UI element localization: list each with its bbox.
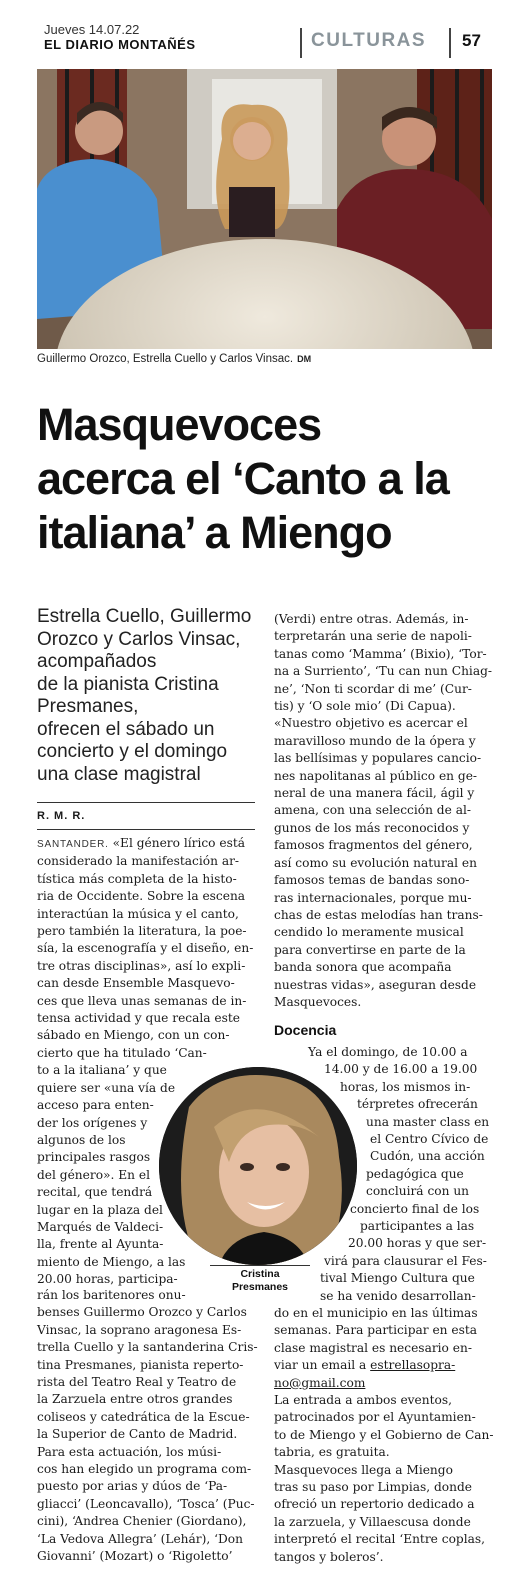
body-line: clase magistral es necesario en- [274, 1340, 472, 1355]
body-line: neral de una manera fácil, ágil y [274, 786, 475, 801]
byline-rule [37, 829, 255, 830]
body-column-2-bottom [274, 1305, 494, 1566]
body-line [274, 1357, 494, 1374]
body-line: tina Presmanes, pianista reperto- [37, 1357, 244, 1372]
body-column-1-bottom [37, 1287, 258, 1566]
headline-line: acerca el ‘Canto a la [37, 453, 449, 504]
body-line: na a Surriento’, ‘Tu can nun Chiag- [274, 664, 493, 679]
body-line: La entrada a ambos eventos, [274, 1393, 452, 1408]
body-line: cos han elegido un programa com- [37, 1462, 252, 1477]
body-line: ne’, ‘Non ti scordar di me’ (Cur- [274, 681, 472, 696]
body-line: Marqués de Valdeci- [37, 1219, 164, 1234]
body-line: miento de Miengo, a las [37, 1254, 186, 1269]
body-line: pero también la literatura, la poe- [37, 924, 247, 939]
body-column-2-top [274, 611, 492, 1011]
body-line: acceso para enten- [37, 1098, 154, 1113]
deck-line: Estrella Cuello, Guillermo [37, 606, 252, 627]
body-line: sábado en Miengo, con un con- [37, 1028, 230, 1043]
body-line: ras internacionales, porque mu- [274, 890, 472, 905]
body-line: interpretó el recital ‘Entre coplas, [274, 1532, 486, 1547]
body-line: para convertirse en parte de la [274, 942, 466, 957]
body-line: cini), ‘Andrea Chenier (Giordano), [37, 1514, 247, 1529]
deck-line: una clase magistral [37, 763, 201, 785]
body-line: horas, los mismos in- [340, 1079, 471, 1094]
body-line: cendido lo meramente musical [274, 925, 464, 940]
body-line: ofreció un repertorio dedicado a [274, 1497, 475, 1512]
portrait-photo [159, 1067, 357, 1265]
deck-line: acompañados [37, 651, 157, 672]
body-line: algunos de los [37, 1132, 126, 1147]
body-line: chas de estas melodías han trans- [274, 907, 483, 922]
headline-line: Masquevoces [37, 399, 322, 450]
body-line: tensa actividad y que recala este [37, 1011, 241, 1026]
portrait-caption-rule [210, 1265, 310, 1266]
body-line: Masquevoces. [274, 994, 362, 1009]
body-line: principales rasgos [37, 1150, 151, 1165]
deck-line: Presmanes, [37, 696, 139, 717]
body-line: to de Miengo y el Gobierno de Can- [274, 1427, 494, 1442]
body-line: térpretes ofrecerán [357, 1097, 478, 1112]
main-photo [37, 69, 492, 349]
body-line: tanas como ‘Mamma’ (Bixio), ‘Tor- [274, 646, 487, 661]
body-line: coliseos y catedrática de la Escue- [37, 1409, 250, 1424]
body-line: famosos fragmentos del género, [274, 838, 473, 853]
photo-credit: DM [297, 354, 312, 364]
body-line: participantes a las [360, 1219, 475, 1234]
deck-line: de la pianista Cristina [37, 673, 219, 695]
photo-caption [37, 353, 311, 365]
body-line: 14.00 y de 16.00 a 19.00 [324, 1062, 478, 1077]
body-line: trella Cuello y la santanderina Cris- [37, 1340, 258, 1355]
body-line: ria de Occidente. Sobre la escena [37, 889, 246, 904]
page-number: 57 [462, 31, 481, 50]
body-line: tras su paso por Limpias, donde [274, 1480, 472, 1495]
deck-line: concierto y el domingo [37, 741, 228, 762]
body-line: considerado la manifestación ar- [37, 854, 240, 869]
body-line: (Verdi) entre otras. Además, in- [274, 612, 469, 626]
body-line: amena, con una selección de al- [274, 803, 471, 818]
body-line: gliacci’ (Leoncavallo), ‘Tosca’ (Puc- [37, 1496, 255, 1511]
body-line: cierto que ha titulado ‘Can- [37, 1045, 207, 1060]
body-line: el Centro Cívico de [370, 1132, 489, 1147]
body-line: tangos y boleros’. [274, 1549, 384, 1564]
body-line: tabria, es gratuita. [274, 1445, 390, 1460]
portrait-caption [200, 1268, 320, 1294]
byline-rule [37, 802, 255, 803]
body-line: tre otras disciplinas», así lo expli- [37, 958, 246, 973]
email-link[interactable]: no@gmail.com [274, 1375, 366, 1390]
section-subhead: Docencia [274, 1022, 337, 1038]
body-line: der los orígenes y [37, 1115, 148, 1130]
body-line: Giovanni’ (Mozart) o ‘Rigoletto’ [37, 1549, 233, 1564]
body-line: así como su evolución natural en [274, 855, 477, 870]
byline: R. M. R. [37, 810, 86, 822]
newspaper-name: EL DIARIO MONTAÑÉS [44, 37, 196, 52]
body-line: 20.00 horas y que ser- [348, 1236, 487, 1251]
body-line: tis) y ‘O sole mio’ (Di Capua). [274, 699, 456, 714]
performers-photo-illustration [37, 69, 492, 349]
body-line: tival Miengo Cultura que [320, 1271, 475, 1286]
body-text: «El género lírico está [108, 836, 246, 850]
body-line: nuestras vidas», aseguran desde [274, 977, 477, 992]
body-line: se ha venido desarrollan- [320, 1288, 476, 1303]
body-line: lugar en la plaza del [37, 1202, 163, 1217]
body-line: del género». En el [37, 1167, 150, 1182]
body-line: ces que lleva unas semanas de in- [37, 993, 247, 1008]
portrait-caption-line: Cristina [240, 1268, 280, 1280]
body-line: rista del Teatro Real y Teatro de [37, 1375, 237, 1390]
body-line: la zarzuela, y Villaescusa donde [274, 1514, 471, 1529]
header-divider [300, 28, 302, 58]
body-line: 20.00 horas, participa- [37, 1272, 178, 1287]
body-line: tística más completa de la histo- [37, 871, 237, 886]
body-line: famosos temas de bandas sono- [274, 873, 470, 888]
pianist-portrait-illustration [159, 1067, 357, 1265]
issue-date: Jueves 14.07.22 [44, 22, 140, 37]
body-line: lla, frente al Ayunta- [37, 1237, 164, 1252]
body-line: rán los baritenores onu- [37, 1288, 186, 1302]
page-header [0, 0, 513, 62]
body-line: la Zarzuela entre otros grandes [37, 1392, 233, 1407]
body-line: Cudón, una acción [370, 1149, 485, 1164]
body-line: do en el municipio en las últimas [274, 1306, 478, 1320]
deck-line: Orozco y Carlos Vinsac, [37, 628, 241, 650]
dateline: SANTANDER. [37, 839, 109, 850]
body-line: terpretarán una serie de napoli- [274, 629, 472, 644]
body-line: «Nuestro objetivo es acercar el [274, 716, 468, 731]
body-line: semanas. Para participar en esta [274, 1323, 478, 1338]
body-line: maravilloso mundo de la ópera y [274, 733, 476, 748]
headline [37, 398, 497, 560]
body-line: pedagógica que [366, 1166, 464, 1181]
body-line: la Superior de Canto de Madrid. [37, 1427, 238, 1442]
body-line: concluirá con un [366, 1184, 470, 1199]
deck-subtitle [37, 606, 259, 786]
body-line: virá para clausurar el Fes- [324, 1253, 487, 1268]
body-line: can desde Ensemble Masquevo- [37, 976, 235, 991]
caption-text: Guillermo Orozco, Estrella Cuello y Carlos Vinsac. [37, 353, 294, 365]
body-line: sía, la escenografía y el diseño, en- [37, 941, 254, 956]
body-line: gunos de los más reconocidos y [274, 820, 470, 835]
body-line: Vinsac, la soprano aragonesa Es- [37, 1322, 242, 1337]
body-line: recital, que tendrá [37, 1185, 153, 1200]
body-line: Masquevoces llega a Miengo [274, 1462, 453, 1477]
body-line: Ya el domingo, de 10.00 a [308, 1045, 468, 1059]
body-line: puesto por arias y dúos de ‘Pa- [37, 1479, 228, 1494]
portrait-caption-line: Presmanes [231, 1281, 289, 1293]
body-line: una master class en [366, 1114, 490, 1129]
body-line [274, 1375, 494, 1392]
email-link[interactable]: estrellasopra- [370, 1358, 456, 1373]
body-line: ‘La Vedova Allegra’ (Lehár), ‘Don [37, 1531, 243, 1546]
header-divider [449, 28, 451, 58]
body-text: viar un email a [274, 1358, 371, 1373]
headline-line: italiana’ a Miengo [37, 507, 392, 558]
section-name: CULTURAS [311, 30, 427, 51]
body-line [37, 835, 253, 853]
body-line: quiere ser «una vía de [37, 1080, 176, 1095]
body-line: benses Guillermo Orozco y Carlos [37, 1305, 247, 1320]
body-line: concierto final de los [350, 1201, 480, 1216]
body-line: nes napolitanas al público en ge- [274, 768, 478, 783]
body-line: patrocinados por el Ayuntamien- [274, 1410, 476, 1425]
body-line: interactúan la música y el canto, [37, 906, 239, 921]
body-line: to a la italiana’ y que [37, 1063, 167, 1078]
body-line: las bellísimas y populares cancio- [274, 751, 482, 766]
body-line: Para esta actuación, los músi- [37, 1444, 222, 1459]
body-line: banda sonora que acompaña [274, 960, 452, 975]
deck-line: ofrecen el sábado un [37, 718, 215, 740]
